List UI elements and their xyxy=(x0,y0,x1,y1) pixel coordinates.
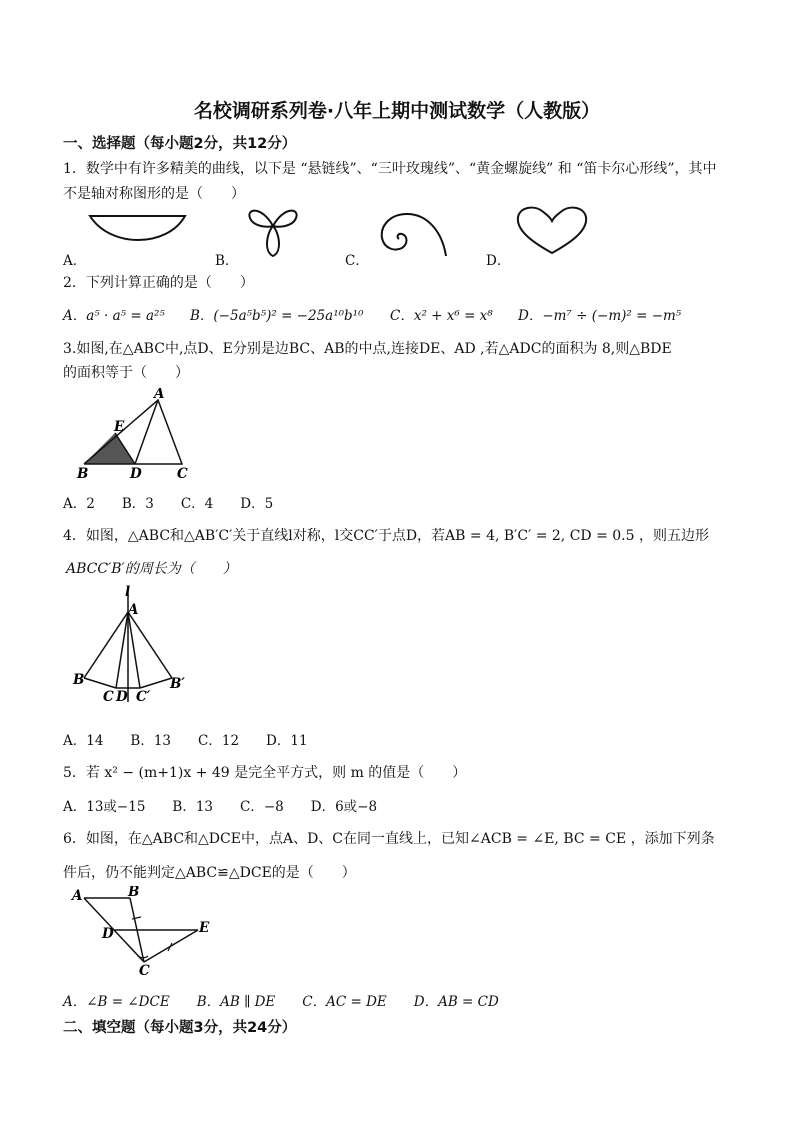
q4-label-c-prime: C′ xyxy=(136,689,151,704)
q5-options: A．13或−15 B．13 C．−8 D．6或−8 xyxy=(63,799,378,815)
q6-label-a: A xyxy=(72,888,83,904)
q1-text-line1: 1．数学中有许多精美的曲线，以下是 “悬链线”、“三叶玫瑰线”、“黄金螺旋线” 和 “笛卡尔心形线”，其中 xyxy=(63,161,717,177)
section-1-heading: 一、选择题（每小题2分，共12分） xyxy=(63,136,297,152)
q1-option-c: C． xyxy=(345,253,369,269)
q1-option-a: A． xyxy=(63,253,87,269)
q3-label-a: A xyxy=(154,388,165,402)
q3-label-c: C xyxy=(177,466,188,480)
q4-text-line2: ABCC′B′的周长为（ ） xyxy=(66,561,237,577)
q6-label-c: C xyxy=(139,963,150,978)
q4-label-l: l xyxy=(125,584,131,600)
q4-options: A．14 B．13 C．12 D．11 xyxy=(63,733,308,749)
q6-label-d: D xyxy=(102,926,114,942)
q5-text: 5．若 x² − (m+1)x + 49 是完全平方式，则 m 的值是（ ） xyxy=(63,765,467,781)
q6-label-b: B xyxy=(128,886,140,900)
q4-label-b-prime: B′ xyxy=(170,676,185,692)
q3-triangle-figure xyxy=(72,388,202,480)
cardioid-heart-figure xyxy=(512,203,592,261)
q4-symmetric-triangles-figure xyxy=(70,584,190,704)
q3-label-d: D xyxy=(130,466,142,480)
three-leaf-rose-figure xyxy=(242,204,304,260)
q4-label-a: A xyxy=(128,602,139,618)
q6-label-e: E xyxy=(199,920,210,936)
q6-triangles-figure xyxy=(68,886,218,978)
q3-text-line1: 3.如图,在△ABC中,点D、E分别是边BC、AB的中点,连接DE、AD ,若△ADC的面积为 8,则△BDE xyxy=(63,341,672,357)
q1-text-line2: 不是轴对称图形的是（ ） xyxy=(63,186,245,202)
q2-option-b: B．(−5a⁵b⁵)² = −25a¹⁰b¹⁰ xyxy=(190,308,364,324)
q1-option-d: D． xyxy=(486,253,511,269)
catenary-curve-figure xyxy=(85,208,195,258)
q4-label-c: C xyxy=(103,689,114,704)
q2-option-c: C．x² + x⁶ = x⁸ xyxy=(390,308,493,324)
golden-spiral-figure xyxy=(372,206,456,260)
shaded-triangle-bde xyxy=(84,433,135,464)
q6-options: A．∠B = ∠DCE B．AB ∥ DE C．AC = DE D．AB = CD xyxy=(63,994,499,1010)
q4-label-d: D xyxy=(116,689,128,704)
q4-text-line1: 4．如图，△ABC和△AB′C′关于直线l对称，l交CC′于点D，若AB = 4, B′C′ = 2, CD = 0.5 ，则五边形 xyxy=(63,528,709,544)
q3-label-e: E xyxy=(114,419,125,435)
q1-option-b: B． xyxy=(215,253,239,269)
q6-text-line1: 6．如图，在△ABC和△DCE中，点A、D、C在同一直线上，已知∠ACB = ∠E, BC = CE ，添加下列条 xyxy=(63,831,715,847)
q3-text-line2: 的面积等于（ ） xyxy=(63,365,189,381)
q2-text: 2．下列计算正确的是（ ） xyxy=(63,275,254,291)
q2-option-a: A．a⁵ · a⁵ = a²⁵ xyxy=(63,308,165,324)
page-title: 名校调研系列卷·八年上期中测试数学（人教版） xyxy=(193,100,601,122)
section-2-heading: 二、填空题（每小题3分，共24分） xyxy=(63,1020,297,1036)
q4-label-b: B xyxy=(73,672,85,688)
q2-option-d: D．−m⁷ ÷ (−m)² = −m⁵ xyxy=(518,308,682,324)
q3-label-b: B xyxy=(77,466,89,480)
q6-text-line2: 件后，仍不能判定△ABC≌△DCE的是（ ） xyxy=(63,865,356,881)
q3-options: A．2 B．3 C．4 D．5 xyxy=(63,496,274,512)
